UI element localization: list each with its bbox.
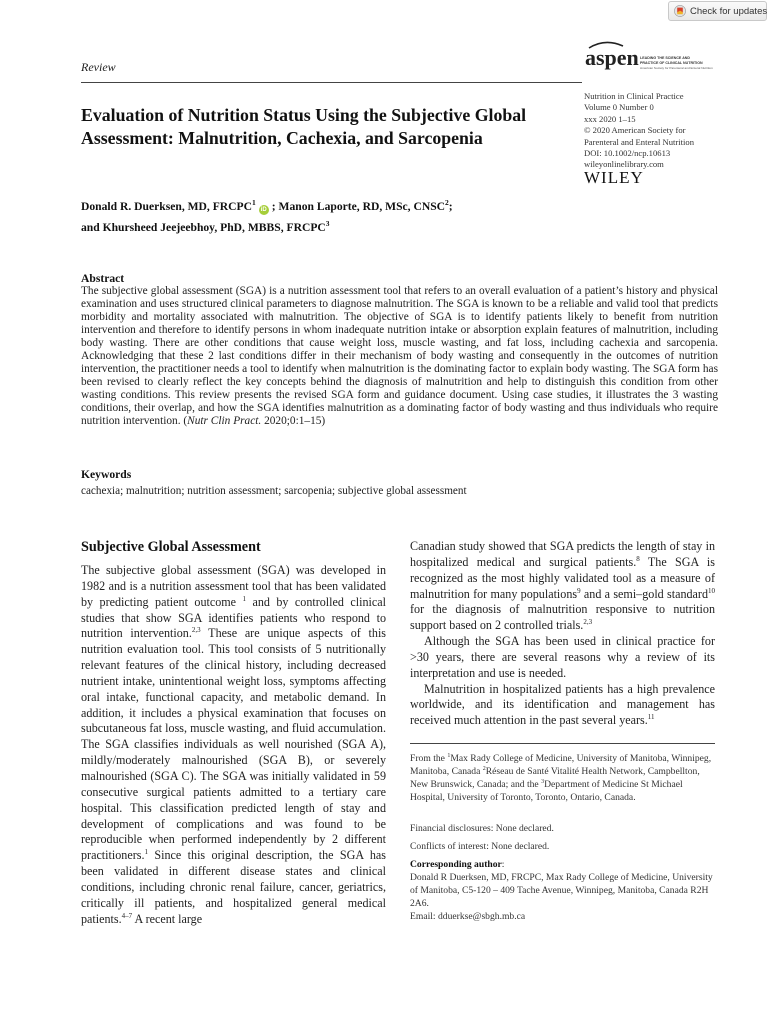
citation-ref[interactable]: 8 [636, 554, 640, 563]
body-text: The SGA is recognized as the most highly validated tool as a measure of malnutrition for many populations [410, 554, 715, 601]
footnote-text: Max Rady College of Medicine, University of Manitoba, Winnipeg, Manitoba, Canada [410, 753, 712, 778]
crossmark-icon [674, 5, 686, 17]
author-1-affiliation: 1 [252, 198, 256, 207]
abstract-citation-journal: Nutr Clin Pract. [187, 415, 262, 427]
meta-doi[interactable]: DOI: 10.1002/ncp.10613 [584, 148, 671, 159]
footnote-text: Réseau de Santé Vitalité Health Network, Campbellton, New Brunswick, Canada; and the [410, 766, 700, 791]
aspen-logo [583, 40, 718, 78]
body-text: and by controlled clinical studies that show SGA identifies patients who respond to nutrition intervention. [81, 594, 386, 641]
body-text: A recent large [132, 911, 203, 926]
article-title [81, 104, 551, 150]
body-column-left [81, 563, 386, 927]
paragraph [410, 682, 715, 730]
title-line-1: Evaluation of Nutrition Status Using the Subjective Global [81, 105, 527, 125]
citation-ref[interactable]: 4–7 [121, 911, 133, 920]
header-divider [81, 82, 582, 83]
paragraph [410, 539, 715, 634]
keywords-heading: Keywords [81, 468, 132, 481]
footnote-text: From the [410, 753, 448, 764]
author-2: Manon Laporte, RD, MSc, CNSC [278, 199, 446, 213]
conflicts-of-interest: Conflicts of interest: None declared. [410, 841, 550, 852]
title-line-2: Assessment: Malnutrition, Cachexia, and Sarcopenia [81, 128, 483, 148]
body-text: The subjective global assessment (SGA) was developed in 1982 and is a nutrition assessment tool that has been validated by predicting patient outcome [81, 563, 386, 609]
affiliations-footnote [410, 752, 715, 804]
citation-ref[interactable]: 2,3 [191, 626, 201, 635]
body-text: for the diagnosis of malnutrition responsive to nutrition support based on 2 controlled trials. [410, 602, 715, 633]
author-separator: ; [448, 199, 453, 213]
logo-tagline-2: PRACTICE OF CLINICAL NUTRITION [640, 61, 703, 65]
check-for-updates-label: Check for updates [690, 5, 768, 17]
citation-ref[interactable]: 11 [647, 713, 655, 722]
body-text: Malnutrition in hospitalized patients has a high prevalence worldwide, and its identification and management has received much attention in the past several years. [410, 681, 715, 728]
author-1: Donald R. Duerksen, MD, FRCPC [81, 199, 253, 213]
affiliation-marker: 1 [447, 752, 451, 759]
citation-ref[interactable]: 1 [242, 594, 246, 603]
logo-tagline-1: LEADING THE SCIENCE AND [640, 56, 690, 60]
meta-date: xxx 2020 1–15 [584, 113, 636, 124]
footnote-text: Department of Medicine St Michael Hospital, University of Toronto, Toronto, Ontario, Canada. [410, 779, 683, 804]
meta-journal: Nutrition in Clinical Practice [584, 91, 684, 101]
body-text: These are unique aspects of this nutrition evaluation tool. This tool consists of 5 nutritionally relevant features of the clinical history, including decreased nutrient intake, unintentional weight loss, symptoms affecting oral intake, functional capacity, and metabolic demand. In addition, it includes a physical examination that focuses on subcutaneous fat loss, muscle wasting, and fluid accumulation. The SGA classifies individuals as well nourished (SGA A), mildly/moderately malnourished (SGA B), or severely malnourished (SGA C). The SGA was initially validated in 59 consecutive surgical patients admitted to a tertiary care hospital. This classification predicted length of stay and development of complications and was found to be reproducible when performed independently by 2 different practitioners. [81, 626, 387, 863]
corresponding-author-colon: : [501, 859, 505, 870]
abstract-citation: 2020;0:1–15) [261, 415, 326, 427]
meta-volume: Volume 0 Number 0 [584, 102, 654, 113]
orcid-icon[interactable]: iD [260, 206, 267, 213]
financial-disclosure: Financial disclosures: None declared. [410, 823, 554, 834]
abstract-body: The subjective global assessment (SGA) is a nutrition assessment tool that refers to an overall evaluation of a patient’s history and physical examination and uses structured clinical parameters to diagnose malnutrition. The SGA is known to be a reliable and valid tool that predicts morbidity and mortality associated with malnutrition. The objective of SGA is to identify patients likely to benefit from nutrition intervention and therefore to identify persons in whom inadequate nutrition intake or absorption explain features of malnutrition, including body wasting. There are other conditions that cause weight loss, muscle wasting, and fat loss, including cachexia and sarcopenia. Acknowledging that these 2 last conditions differ in their mechanism of body wasting and consequently in the outcomes of nutrition intervention, the practitioner needs a tool to identify when malnutrition is the dominating factor to explain body wasting. The SGA form has been revised to clearly reflect the key concepts behind the diagnosis of malnutrition and help to distinguish this condition from other wasting conditions. This review presents the revised SGA form and guidance document. Using case studies, it illustrates the 3 wasting conditions, their overlap, and how the SGA identifies malnutrition as a dominating factor of body wasting and thus individuals who require nutrition intervention. ( [81, 285, 718, 427]
abstract-text [81, 285, 718, 428]
logo-tagline-3: American Society for Parenteral and Enteral Nutrition [640, 66, 713, 70]
publisher-logo: WILEY [584, 168, 644, 187]
keywords-list: cachexia; malnutrition; nutrition assessment; sarcopenia; subjective global assessment [81, 485, 467, 497]
meta-copyright-2: Parenteral and Enteral Nutrition [584, 136, 695, 147]
section-label: Review [81, 60, 116, 74]
body-text: Since this original description, the SGA has been validated in different disease states and clinical conditions, including chronic renal failure, cancer, geriatrics, critically ill patients, and hospitalized general medical patients. [81, 848, 386, 926]
corresponding-author-address: Donald R Duerksen, MD, FRCPC, Max Rady College of Medicine, University of Manitoba, C5-120 – 409 Tache Avenue, Winnipeg, Manitoba, Canada R2H 2A6. [410, 872, 713, 910]
paragraph [81, 563, 386, 927]
footnote-divider [410, 743, 715, 744]
citation-ref[interactable]: 9 [577, 586, 581, 595]
journal-meta [584, 91, 754, 171]
body-column-right [410, 539, 715, 729]
meta-copyright-1: © 2020 American Society for [584, 125, 686, 136]
section-heading: Subjective Global Assessment [81, 539, 261, 555]
affiliation-marker: 3 [541, 779, 545, 785]
corresponding-author-label: Corresponding author [410, 859, 502, 870]
corresponding-author-email[interactable]: Email: dduerkse@sbgh.mb.ca [410, 911, 526, 923]
corresponding-author [410, 858, 715, 923]
meta-website[interactable]: wileyonlinelibrary.com [584, 159, 664, 170]
check-for-updates-button[interactable] [668, 1, 767, 21]
author-2-affiliation: 2 [445, 198, 449, 207]
citation-ref[interactable]: 1 [144, 848, 148, 857]
citation-ref[interactable]: 2,3 [583, 618, 593, 627]
author-3-affiliation: 3 [325, 218, 330, 228]
citation-ref[interactable]: 10 [708, 586, 715, 595]
author-3: and Khursheed Jeejeebhoy, PhD, MBBS, FRCPC [81, 220, 326, 234]
affiliation-marker: 2 [482, 765, 486, 772]
body-text: Canadian study showed that SGA predicts the length of stay in hospitalized medical and surgical patients. [410, 539, 715, 569]
body-text: and a semi–gold standard [580, 586, 708, 601]
logo-wordmark: aspen [585, 45, 639, 70]
paragraph: Although the SGA has been used in clinical practice for >30 years, there are several reasons why a review of its interpretation and use is needed. [410, 634, 715, 680]
abstract-heading: Abstract [81, 272, 125, 285]
author-list [81, 194, 561, 236]
author-separator: ; [271, 199, 279, 213]
